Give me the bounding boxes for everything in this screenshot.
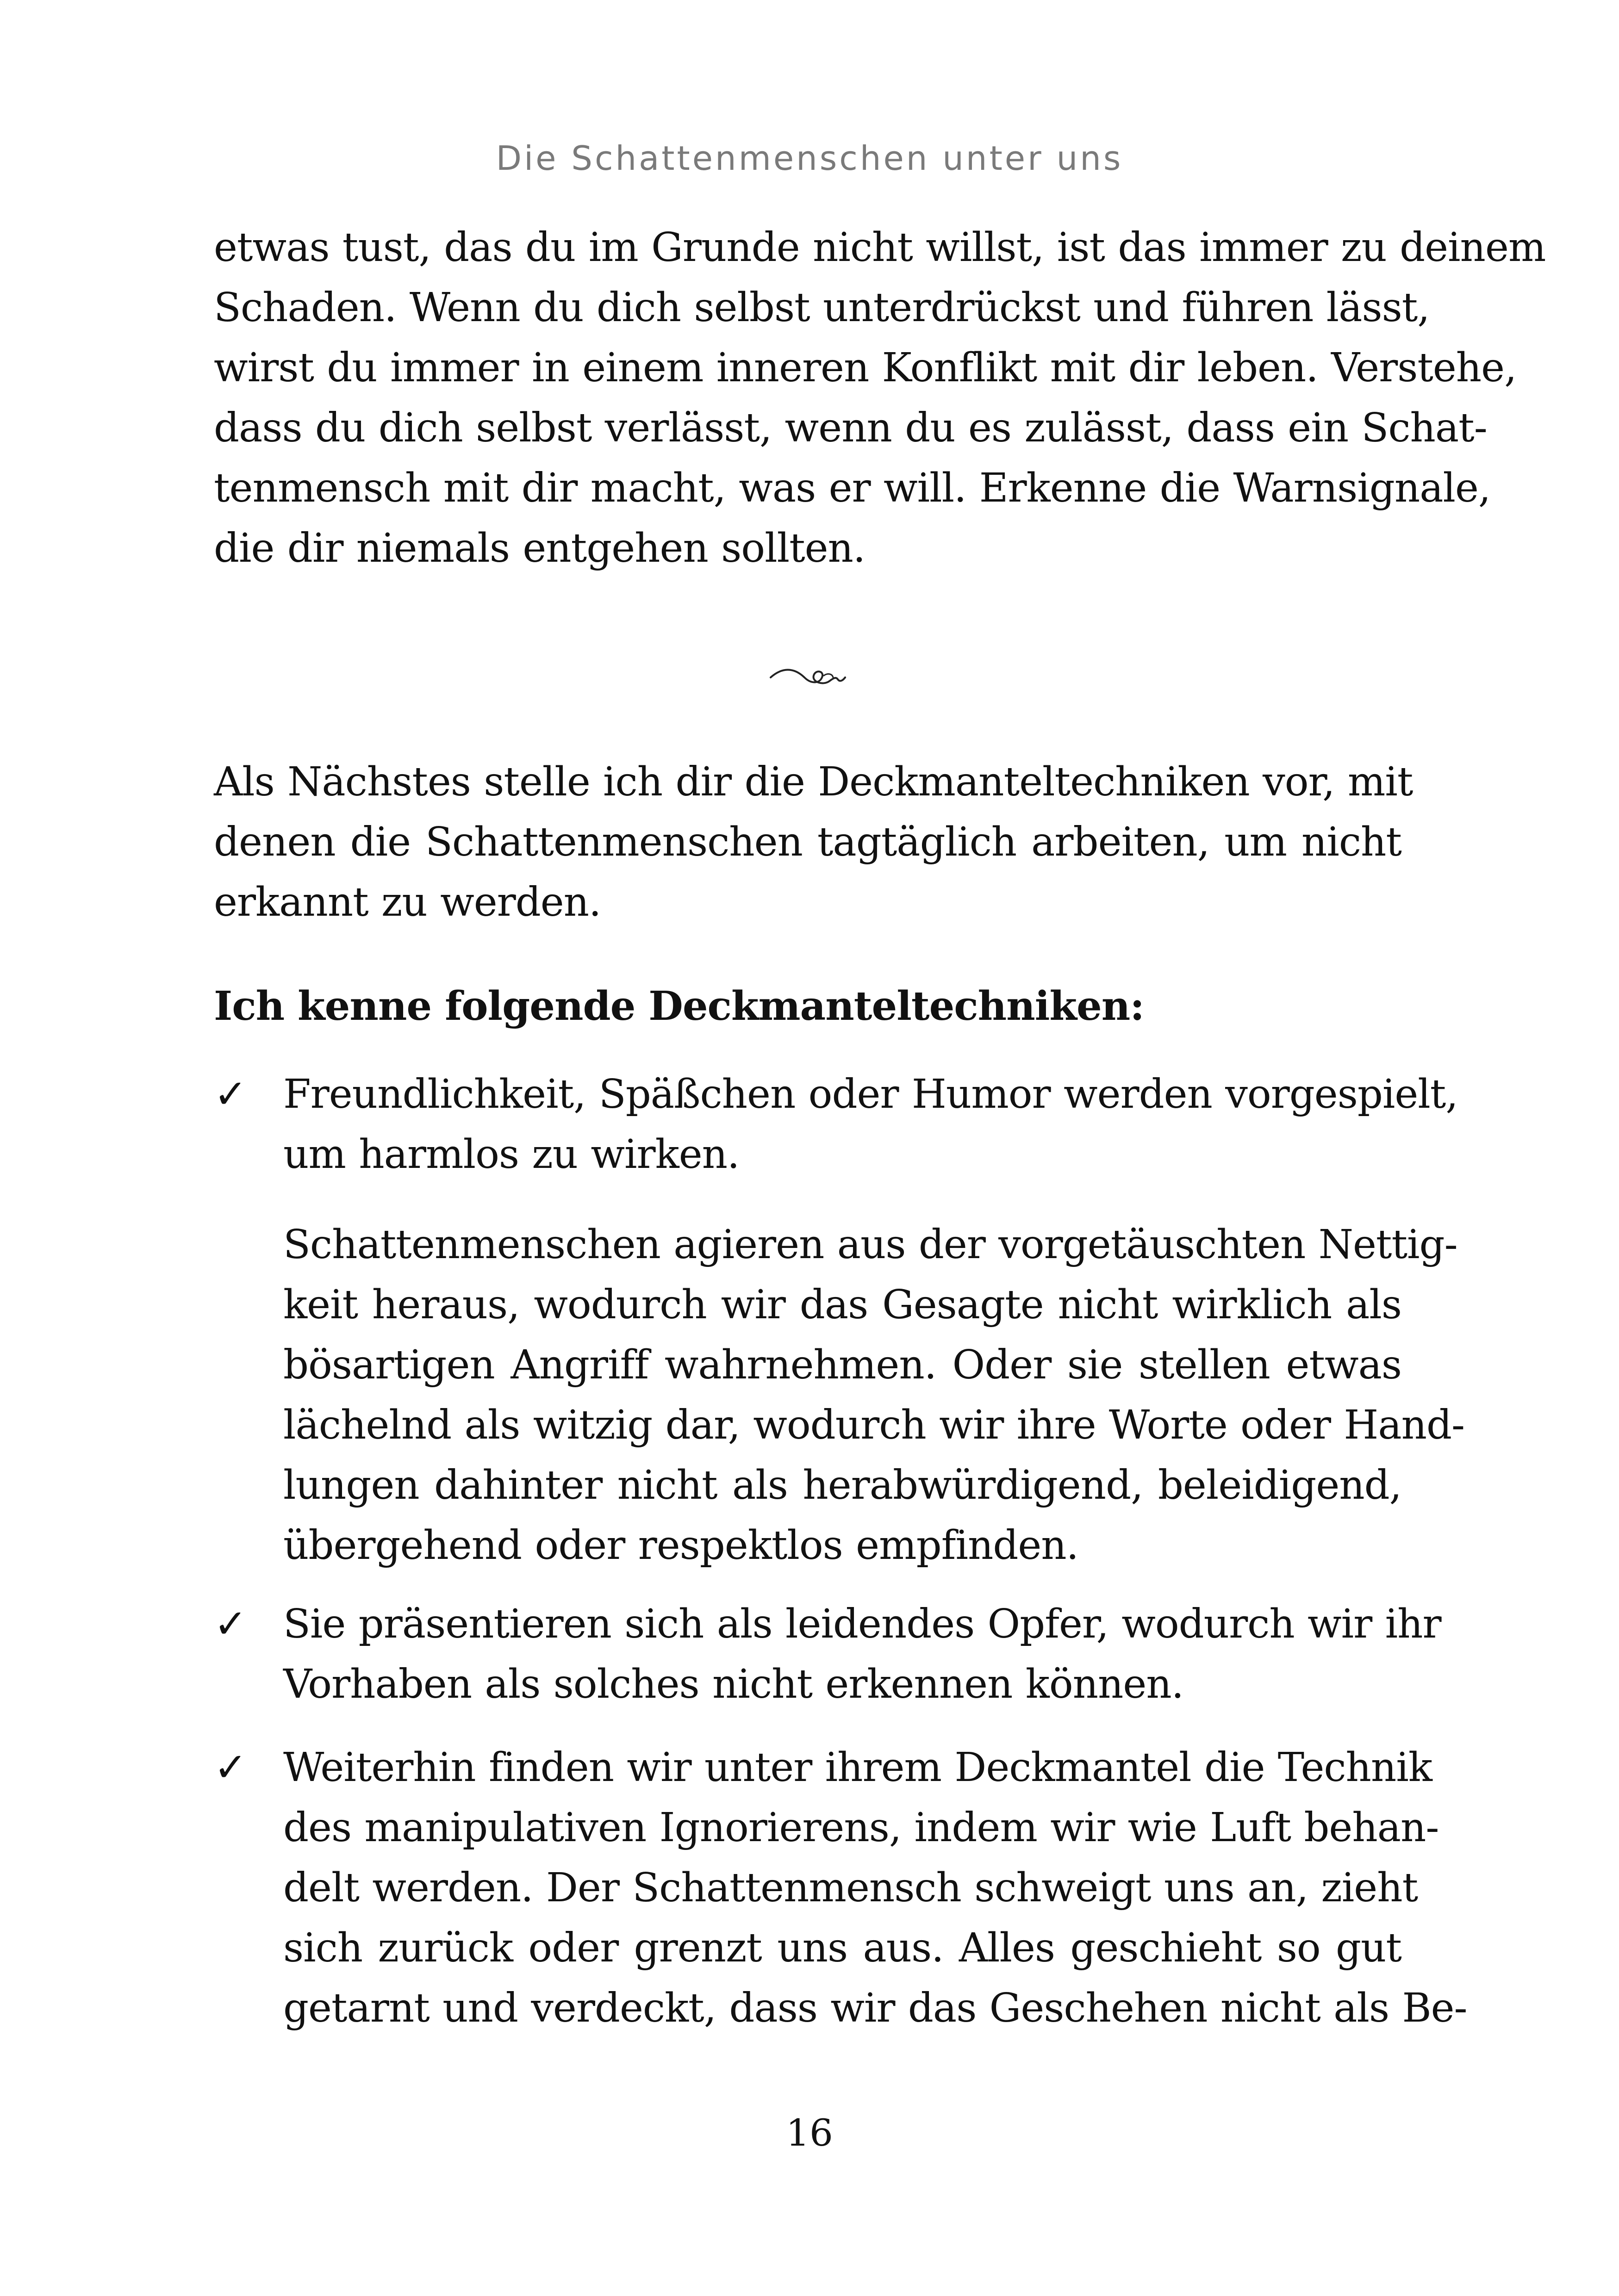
- text-line: getarnt und verdeckt, dass wir das Geschehen nicht als Be-: [283, 1985, 1467, 2031]
- text-line: sich zurück oder grenzt uns aus. Alles geschieht so gut: [283, 1925, 1401, 1971]
- text-line: lungen dahinter nicht als herabwürdigend, beleidigend,: [283, 1462, 1401, 1508]
- text-line: Schattenmenschen agieren aus der vorgetäuschten Nettig-: [283, 1222, 1457, 1268]
- text-line: übergehend oder respektlos empfinden.: [283, 1522, 1079, 1569]
- checkmark-icon: ✓: [214, 1601, 248, 1647]
- text-line: tenmensch mit dir macht, was er will. Erkenne die Warnsignale,: [214, 465, 1491, 511]
- text-line: dass du dich selbst verlässt, wenn du es zulässt, dass ein Schat-: [214, 405, 1487, 451]
- list-item-detail: [283, 1215, 1465, 1576]
- section-paragraph: [214, 752, 1413, 932]
- checkmark-icon: ✓: [214, 1744, 248, 1791]
- section-heading: Ich kenne folgende Deckmanteltechniken:: [214, 983, 1144, 1030]
- text-line: Schaden. Wenn du dich selbst unterdrückst und führen lässt,: [214, 285, 1430, 331]
- text-line: Sie präsentieren sich als leidendes Opfer, wodurch wir ihr: [283, 1601, 1441, 1647]
- checkmark-icon: ✓: [214, 1071, 248, 1117]
- list-item: [283, 1064, 1458, 1185]
- text-line: um harmlos zu wirken.: [283, 1131, 740, 1178]
- page-number: 16: [786, 2111, 833, 2154]
- text-line: Vorhaben als solches nicht erkennen können.: [283, 1661, 1184, 1707]
- text-line: des manipulativen Ignorierens, indem wir wie Luft behan-: [283, 1805, 1439, 1851]
- text-line: delt werden. Der Schattenmensch schweigt uns an, zieht: [283, 1865, 1418, 1911]
- text-line: Als Nächstes stelle ich dir die Deckmanteltechniken vor, mit: [214, 759, 1413, 805]
- text-line: Freundlichkeit, Späßchen oder Humor werden vorgespielt,: [283, 1071, 1458, 1117]
- text-line: die dir niemals entgehen sollten.: [214, 525, 866, 571]
- text-line: wirst du immer in einem inneren Konflikt mit dir leben. Verstehe,: [214, 345, 1517, 391]
- text-line: lächelnd als witzig dar, wodurch wir ihre Worte oder Hand-: [283, 1402, 1465, 1448]
- running-header: Die Schattenmenschen unter uns: [496, 139, 1123, 178]
- list-item: [283, 1738, 1467, 2038]
- list-item: [283, 1594, 1441, 1714]
- text-line: etwas tust, das du im Grunde nicht willst, ist das immer zu deinem: [214, 224, 1546, 271]
- text-line: bösartigen Angriff wahrnehmen. Oder sie stellen etwas: [283, 1342, 1401, 1388]
- text-line: denen die Schattenmenschen tagtäglich arbeiten, um nicht: [214, 819, 1401, 865]
- text-line: Weiterhin finden wir unter ihrem Deckmantel die Technik: [283, 1744, 1432, 1791]
- text-line: keit heraus, wodurch wir das Gesagte nicht wirklich als: [283, 1282, 1401, 1328]
- intro-paragraph: [214, 217, 1546, 578]
- text-line: erkannt zu werden.: [214, 879, 601, 925]
- flourish-ornament-icon: [768, 657, 852, 694]
